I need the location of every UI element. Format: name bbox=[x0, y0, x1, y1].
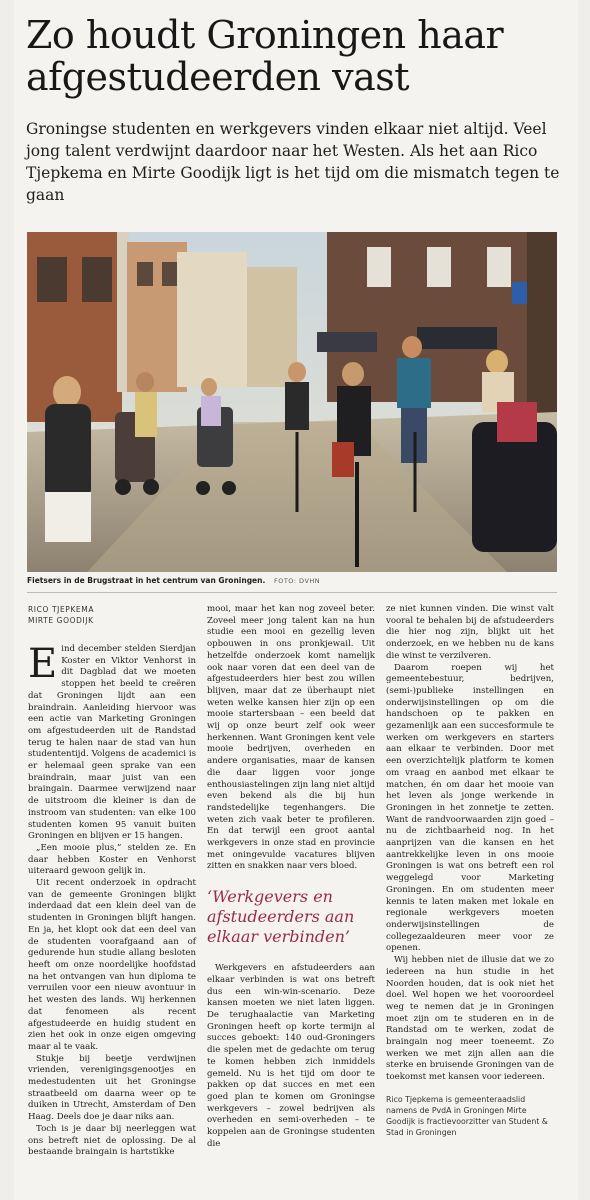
author-block bbox=[28, 604, 196, 626]
newspaper-page bbox=[14, 0, 578, 1200]
body-paragraph: ze niet kunnen vinden. Die winst valt vooral te behalen bij de afstudeerders die hier nog zijn, blijkt uit het onderzoek, en we hebben nu de kans die winst te verzilveren. bbox=[386, 604, 554, 661]
photo-credit: FOTO: DVHN bbox=[273, 577, 321, 585]
divider bbox=[27, 592, 557, 593]
pull-quote: ‘Werkgevers en afstudeerders aan elkaar verbinden’ bbox=[207, 887, 355, 947]
street-photo bbox=[27, 232, 557, 572]
body-paragraph: Toch is je daar bij neerleggen wat ons betreft niet de oplossing. De al bestaande braingain is hartstikke bbox=[28, 1123, 196, 1158]
author-bio: Rico Tjepkema is gemeenteraadslid namens de PvdA in Groningen Mirte Goodijk is fractievoorzitter van Student & Stad in Groningen bbox=[386, 1094, 548, 1137]
author-2: MIRTE GOODIJK bbox=[28, 616, 94, 625]
body-paragraph: Uit recent onderzoek in opdracht van de gemeente Groningen blijkt inderdaad dat een klein deel van de studenten in Groningen blijft hangen. En ja, het klopt ook dat een deel van de studenten voorafgaand aan of gedurende hun studie allang besloten heeft om onze noordelijke hoofdstad na het ontvangen van hun diploma te verruilen voor een nieuw avontuur in het westen des lands. Wij herkennen dat fenomeen als recent afgestudeerde en huidig student en zien het ook in onze eigen omgeving maar al te vaak. bbox=[28, 878, 196, 1052]
column-2 bbox=[207, 604, 375, 1150]
caption-text: Fietsers in de Brugstraat in het centrum van Groningen. bbox=[27, 576, 266, 585]
lead-paragraph: Groningse studenten en werkgevers vinden elkaar niet altijd. Veel jong talent verdwijnt daardoor naar het Westen. Als het aan Rico Tjepkema en Mirte Goodijk ligt is het tijd om die mismatch tegen te gaan bbox=[26, 120, 560, 204]
column-3 bbox=[386, 604, 554, 1138]
body-paragraph: Stukje bij beetje verdwijnen vrienden, verenigingsgenootjes en medestudenten uit het Groningse straatbeeld om daarna weer op te duiken in Utrecht, Amsterdam of Den Haag. Deels doe je daar niks aan. bbox=[28, 1053, 196, 1123]
body-paragraph: Wij hebben niet de illusie dat we zo iedereen na hun studie in het Noorden houden, dat is ook niet het doel. Wel hopen we het vooroordeel weg te nemen dat je in Groningen moet zijn om te studeren en in de Randstad om te werken, zodat de braingain nog meer toeneemt. Zo werken we met zijn allen aan die sterke en bruisende Groningen van de toekomst met kansen voor iedereen. bbox=[386, 955, 554, 1083]
body-paragraph: Werkgevers en afstudeerders aan elkaar verbinden is wat ons betreft dus een win-win-scenario. Deze kansen moeten we niet laten liggen. De terughaalactie van Marketing Groningen heeft op korte termijn al succes geboekt: 140 oud-Groningers die spelen met de gedachte om terug te komen hebben zich inmiddels gemeld. Nu is het tijd om door te pakken op dat succes en met een goed plan te komen om Groningse werkgevers – zowel bedrijven als overheden en semi-overheden – te koppelen aan de Groningse studenten die bbox=[207, 963, 375, 1149]
street-scene-image bbox=[27, 232, 557, 572]
headline: Zo houdt Groningen haar afgestudeerden vast bbox=[26, 13, 504, 99]
column-1 bbox=[28, 604, 196, 1159]
body-paragraph: Eind december stelden Sierdjan Koster en Viktor Venhorst in dit Dagblad dat we moeten stoppen het beeld te creëren dat Groningen lijdt aan een braindrain. Aanleiding hiervoor was een actie van Marketing Groningen om afgestudeerden uit de Randstad terug te halen naar de stad van hun studententijd. Volgens de academici is er helemaal geen sprake van een braindrain, maar juist van een braingain. Daarmee verwijzend naar de uitstroom die kleiner is dan de instroom van studenten: van elke 100 studenten komen 95 vanuit buiten Groningen en blijven er 15 hangen. bbox=[28, 641, 196, 842]
body-paragraph: Daarom roepen wij het gemeentebestuur, bedrijven, (semi-)publieke instellingen en onderwijsinstellingen op om die handschoen op te pakken en gezamenlijk aan een succesformule te werken om werkgevers en starters aan elkaar te verbinden. Door met een overzichtelijk platform te komen om vraag en aanbod met elkaar te matchen, én om daar het mooie van het leven als jonge werkende in Groningen in het zonnetje te zetten. Want de randvoorwaarden zijn goed – nu de zichtbaarheid nog. In het aanprijzen van die kansen en het aantrekkelijke leven in ons mooie Groningen is wat ons betreft een rol weggelegd voor Marketing Groningen. En om studenten meer kennis te laten maken met lokale en regionale werkgevers moeten onderwijsinstellingen de collegezaaldeuren meer voor ze openen. bbox=[386, 662, 554, 954]
body-paragraph: mooi, maar het kan nog zoveel beter. Zoveel meer jong talent kan na hun studie een mooi en gezellig leven opbouwen in ons pronkjewail. Uit hetzelfde onderzoek komt namelijk ook naar voren dat een deel van de afgestudeerders hier best zou willen blijven, maar dat ze überhaupt niet weten welke kansen hier zijn op een mooie startersbaan – een beeld dat wij op onze beurt zelf ook weer herkennen. Want Groningen kent vele mooie bedrijven, overheden en andere organisaties, maar de kansen die daar liggen voor jonge enthousiastelingen zijn lang niet altijd even bekend als die bij hun randstedelijke tegenhangers. Die weten zich vaak beter te profileren. En dat terwijl een groot aantal werkgevers in onze stad en provincie met oningevulde vacatures blijven zitten en snakken naar vers bloed. bbox=[207, 604, 375, 872]
body-paragraph: „Een mooie plus,” stelden ze. En daar hebben Koster en Venhorst uiteraard gewoon gelijk in. bbox=[28, 842, 196, 877]
drop-cap: E bbox=[28, 641, 58, 687]
author-1: RICO TJEPKEMA bbox=[28, 605, 95, 614]
photo-caption bbox=[27, 576, 557, 585]
